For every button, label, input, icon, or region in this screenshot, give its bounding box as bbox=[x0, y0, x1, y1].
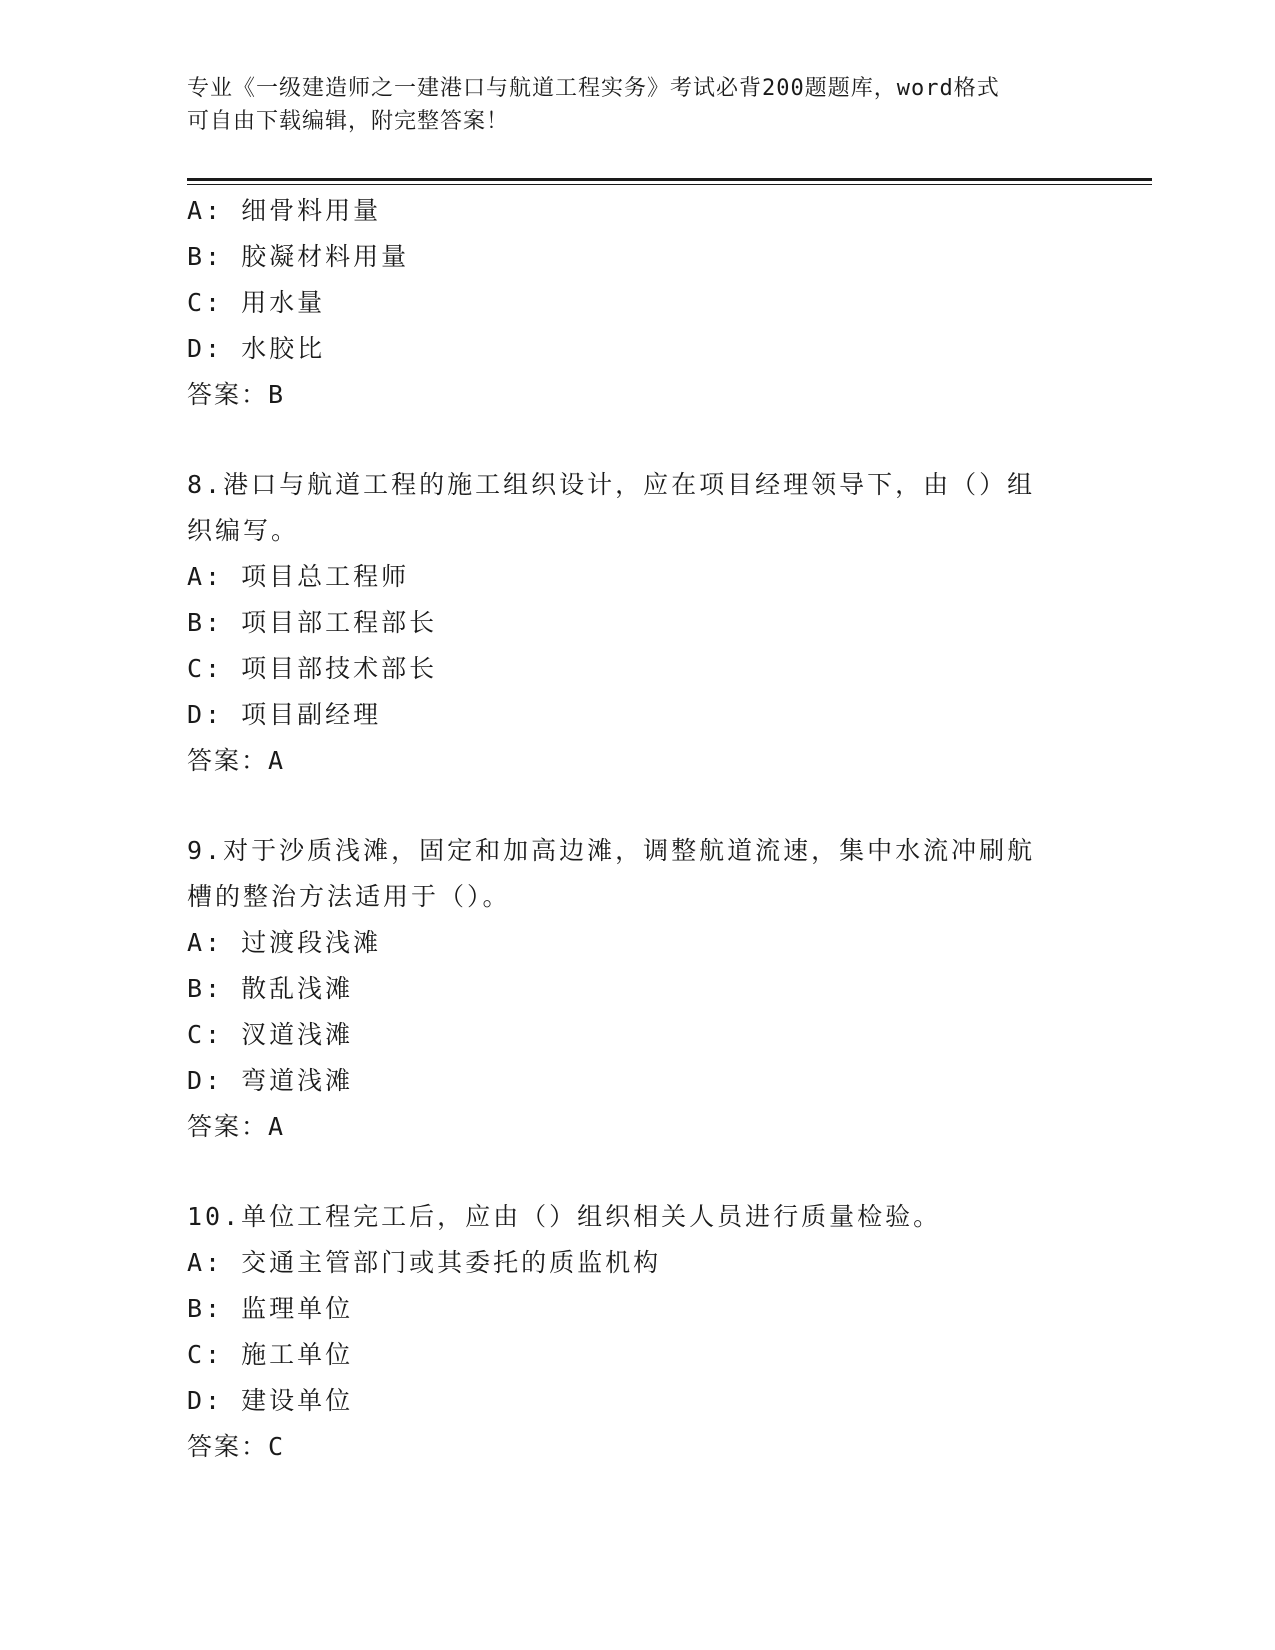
question-8 bbox=[187, 462, 1087, 784]
document-header bbox=[187, 72, 1067, 138]
option-b: B: 监理单位 bbox=[187, 1294, 354, 1323]
answer: 答案：A bbox=[187, 746, 286, 775]
spacer bbox=[187, 1150, 1087, 1194]
spacer bbox=[187, 784, 1087, 828]
answer: 答案：A bbox=[187, 1112, 286, 1141]
option-a: A: 项目总工程师 bbox=[187, 562, 410, 591]
header-line-2: 可自由下载编辑，附完整答案！ bbox=[187, 109, 510, 134]
question-10 bbox=[187, 1194, 1087, 1470]
answer: 答案：C bbox=[187, 1432, 286, 1461]
option-d: D: 水胶比 bbox=[187, 334, 326, 363]
option-d: D: 建设单位 bbox=[187, 1386, 354, 1415]
option-c: C: 用水量 bbox=[187, 288, 326, 317]
option-b: B: 项目部工程部长 bbox=[187, 608, 438, 637]
option-c: C: 项目部技术部长 bbox=[187, 654, 438, 683]
question-stem: 9.对于沙质浅滩，固定和加高边滩，调整航道流速，集中水流冲刷航 bbox=[187, 836, 1036, 865]
question-stem-continued: 槽的整治方法适用于（）。 bbox=[187, 882, 511, 911]
question-7-tail bbox=[187, 188, 1087, 418]
option-c: C: 汊道浅滩 bbox=[187, 1020, 354, 1049]
option-a: A: 细骨料用量 bbox=[187, 196, 382, 225]
header-divider-thick bbox=[187, 178, 1152, 181]
option-a: A: 交通主管部门或其委托的质监机构 bbox=[187, 1248, 662, 1277]
option-a: A: 过渡段浅滩 bbox=[187, 928, 382, 957]
spacer bbox=[187, 418, 1087, 462]
question-list bbox=[187, 188, 1087, 1470]
option-b: B: 胶凝材料用量 bbox=[187, 242, 410, 271]
question-stem: 10.单位工程完工后，应由（）组织相关人员进行质量检验。 bbox=[187, 1202, 942, 1231]
question-stem-continued: 织编写。 bbox=[187, 516, 300, 545]
option-d: D: 弯道浅滩 bbox=[187, 1066, 354, 1095]
header-line-1: 专业《一级建造师之一建港口与航道工程实务》考试必背200题题库，word格式 bbox=[187, 76, 1000, 101]
option-b: B: 散乱浅滩 bbox=[187, 974, 354, 1003]
answer: 答案：B bbox=[187, 380, 286, 409]
question-9 bbox=[187, 828, 1087, 1150]
header-divider-thin bbox=[187, 184, 1152, 185]
question-stem: 8.港口与航道工程的施工组织设计，应在项目经理领导下，由（）组 bbox=[187, 470, 1036, 499]
option-c: C: 施工单位 bbox=[187, 1340, 354, 1369]
option-d: D: 项目副经理 bbox=[187, 700, 382, 729]
